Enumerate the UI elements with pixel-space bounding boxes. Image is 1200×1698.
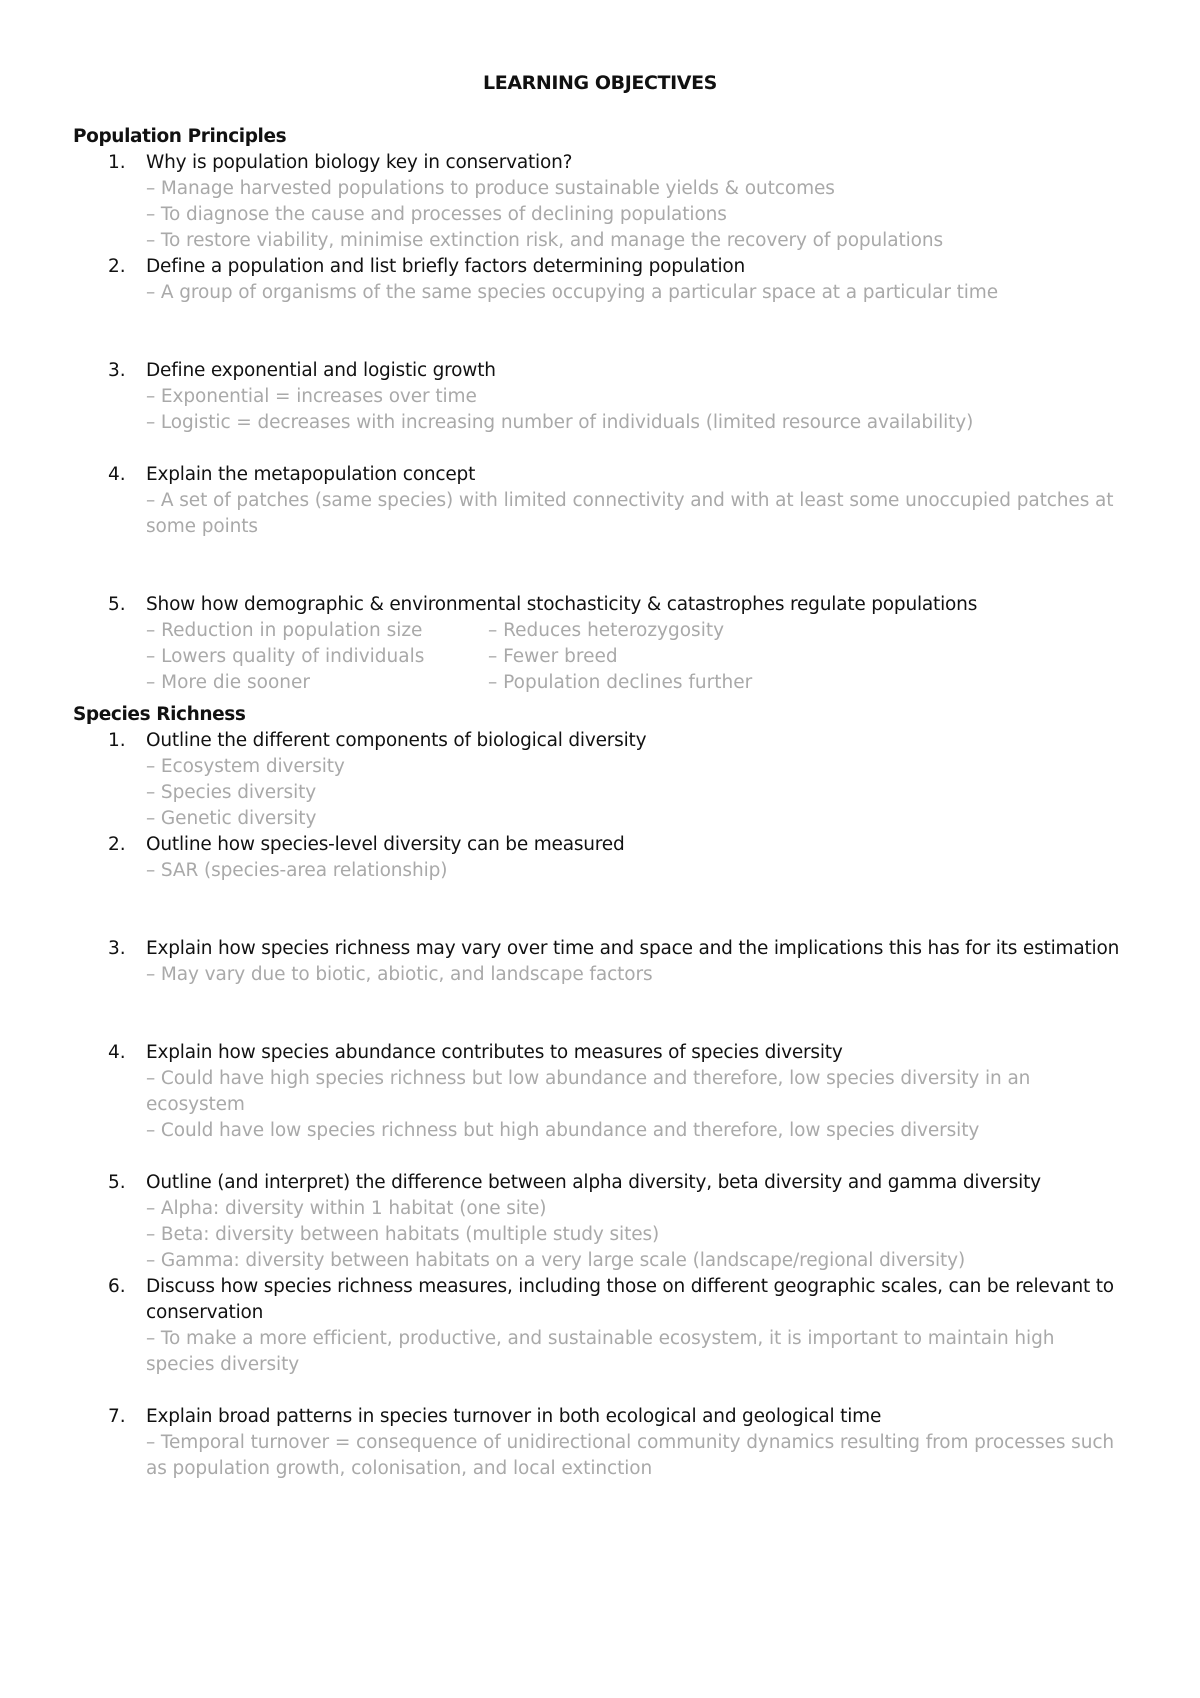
objective-answer: – Exponential = increases over time (146, 386, 477, 407)
objective-answer: – Manage harvested populations to produce sustainable yields & outcomes (146, 178, 835, 199)
objective-item (108, 592, 1128, 696)
objective-answer: – May vary due to biotic, abiotic, and landscape factors (146, 964, 653, 985)
objective-answer: – Ecosystem diversity (146, 756, 345, 777)
objective-answer: – To diagnose the cause and processes of declining populations (146, 204, 727, 225)
objective-question: Discuss how species richness measures, including those on different geographic scales, can be relevant to conservation (146, 1276, 1114, 1323)
objective-question: Define a population and list briefly factors determining population (146, 256, 746, 277)
objective-item (108, 358, 1128, 436)
item-number: 4. (108, 464, 126, 485)
objective-question: Show how demographic & environmental stochasticity & catastrophes regulate populations (146, 594, 978, 615)
objective-answer: – A group of organisms of the same species occupying a particular space at a particular time (146, 282, 998, 303)
objective-question: Explain how species richness may vary over time and space and the implications this has for its estimation (146, 938, 1120, 959)
objective-answer: – Could have high species richness but low abundance and therefore, low species diversity in an ecosystem (146, 1068, 1031, 1115)
item-number: 2. (108, 256, 126, 277)
objective-answer: – Beta: diversity between habitats (multiple study sites) (146, 1224, 660, 1245)
objective-question: Define exponential and logistic growth (146, 360, 496, 381)
objective-question: Explain the metapopulation concept (146, 464, 476, 485)
objective-answer: – To make a more efficient, productive, and sustainable ecosystem, it is important to maintain high species diversity (146, 1328, 1055, 1375)
objective-question: Outline how species-level diversity can be measured (146, 834, 625, 855)
objective-question: Explain broad patterns in species turnover in both ecological and geological time (146, 1406, 882, 1427)
objective-answer: – Lowers quality of individuals (146, 646, 425, 667)
objective-answer: – More die sooner (146, 672, 311, 693)
item-number: 4. (108, 1042, 126, 1063)
objective-answer: – Population declines further (488, 672, 753, 693)
objective-item (108, 462, 1128, 540)
item-number: 1. (108, 730, 126, 751)
page-title: LEARNING OBJECTIVES (483, 72, 717, 94)
item-number: 5. (108, 594, 126, 615)
item-number: 3. (108, 360, 126, 381)
item-number: 1. (108, 152, 126, 173)
item-number: 6. (108, 1276, 126, 1297)
objective-item (108, 150, 1128, 254)
objective-item (108, 254, 1128, 306)
objective-item (108, 832, 1128, 884)
objective-answer: – Gamma: diversity between habitats on a very large scale (landscape/regional diversity) (146, 1250, 966, 1271)
objective-answer: – A set of patches (same species) with limited connectivity and with at least some unoccupied patches at some points (146, 490, 1114, 537)
item-number: 7. (108, 1406, 126, 1427)
objective-answer: – SAR (species-area relationship) (146, 860, 448, 881)
objective-question: Outline (and interpret) the difference between alpha diversity, beta diversity and gamma diversity (146, 1172, 1041, 1193)
objective-question: Explain how species abundance contributes to measures of species diversity (146, 1042, 843, 1063)
item-number: 5. (108, 1172, 126, 1193)
objective-answer: – To restore viability, minimise extinction risk, and manage the recovery of populations (146, 230, 944, 251)
answer-row (146, 670, 1128, 696)
section-heading-population-principles: Population Principles (73, 126, 287, 147)
answer-row (146, 618, 1128, 644)
objective-answer: – Alpha: diversity within 1 habitat (one site) (146, 1198, 547, 1219)
answer-row (146, 644, 1128, 670)
objective-answer: – Reduction in population size (146, 620, 423, 641)
objective-answer: – Logistic = decreases with increasing number of individuals (limited resource availability) (146, 412, 974, 433)
section-heading-species-richness: Species Richness (73, 704, 246, 725)
objective-answer: – Fewer breed (488, 646, 618, 667)
objective-answer: – Genetic diversity (146, 808, 317, 829)
objective-question: Why is population biology key in conservation? (146, 152, 573, 173)
objective-item (108, 1170, 1128, 1274)
objective-item (108, 1404, 1128, 1482)
objective-item (108, 1274, 1128, 1378)
item-number: 3. (108, 938, 126, 959)
objective-question: Outline the different components of biological diversity (146, 730, 647, 751)
objective-answer: – Temporal turnover = consequence of unidirectional community dynamics resulting from processes such as population growth, colonisation, and local extinction (146, 1432, 1115, 1479)
objective-item (108, 1040, 1128, 1144)
objective-answer: – Reduces heterozygosity (488, 620, 725, 641)
objective-answer: – Species diversity (146, 782, 317, 803)
item-number: 2. (108, 834, 126, 855)
objective-item (108, 728, 1128, 832)
objective-item (108, 936, 1128, 988)
objective-answer: – Could have low species richness but high abundance and therefore, low species diversity (146, 1120, 980, 1141)
